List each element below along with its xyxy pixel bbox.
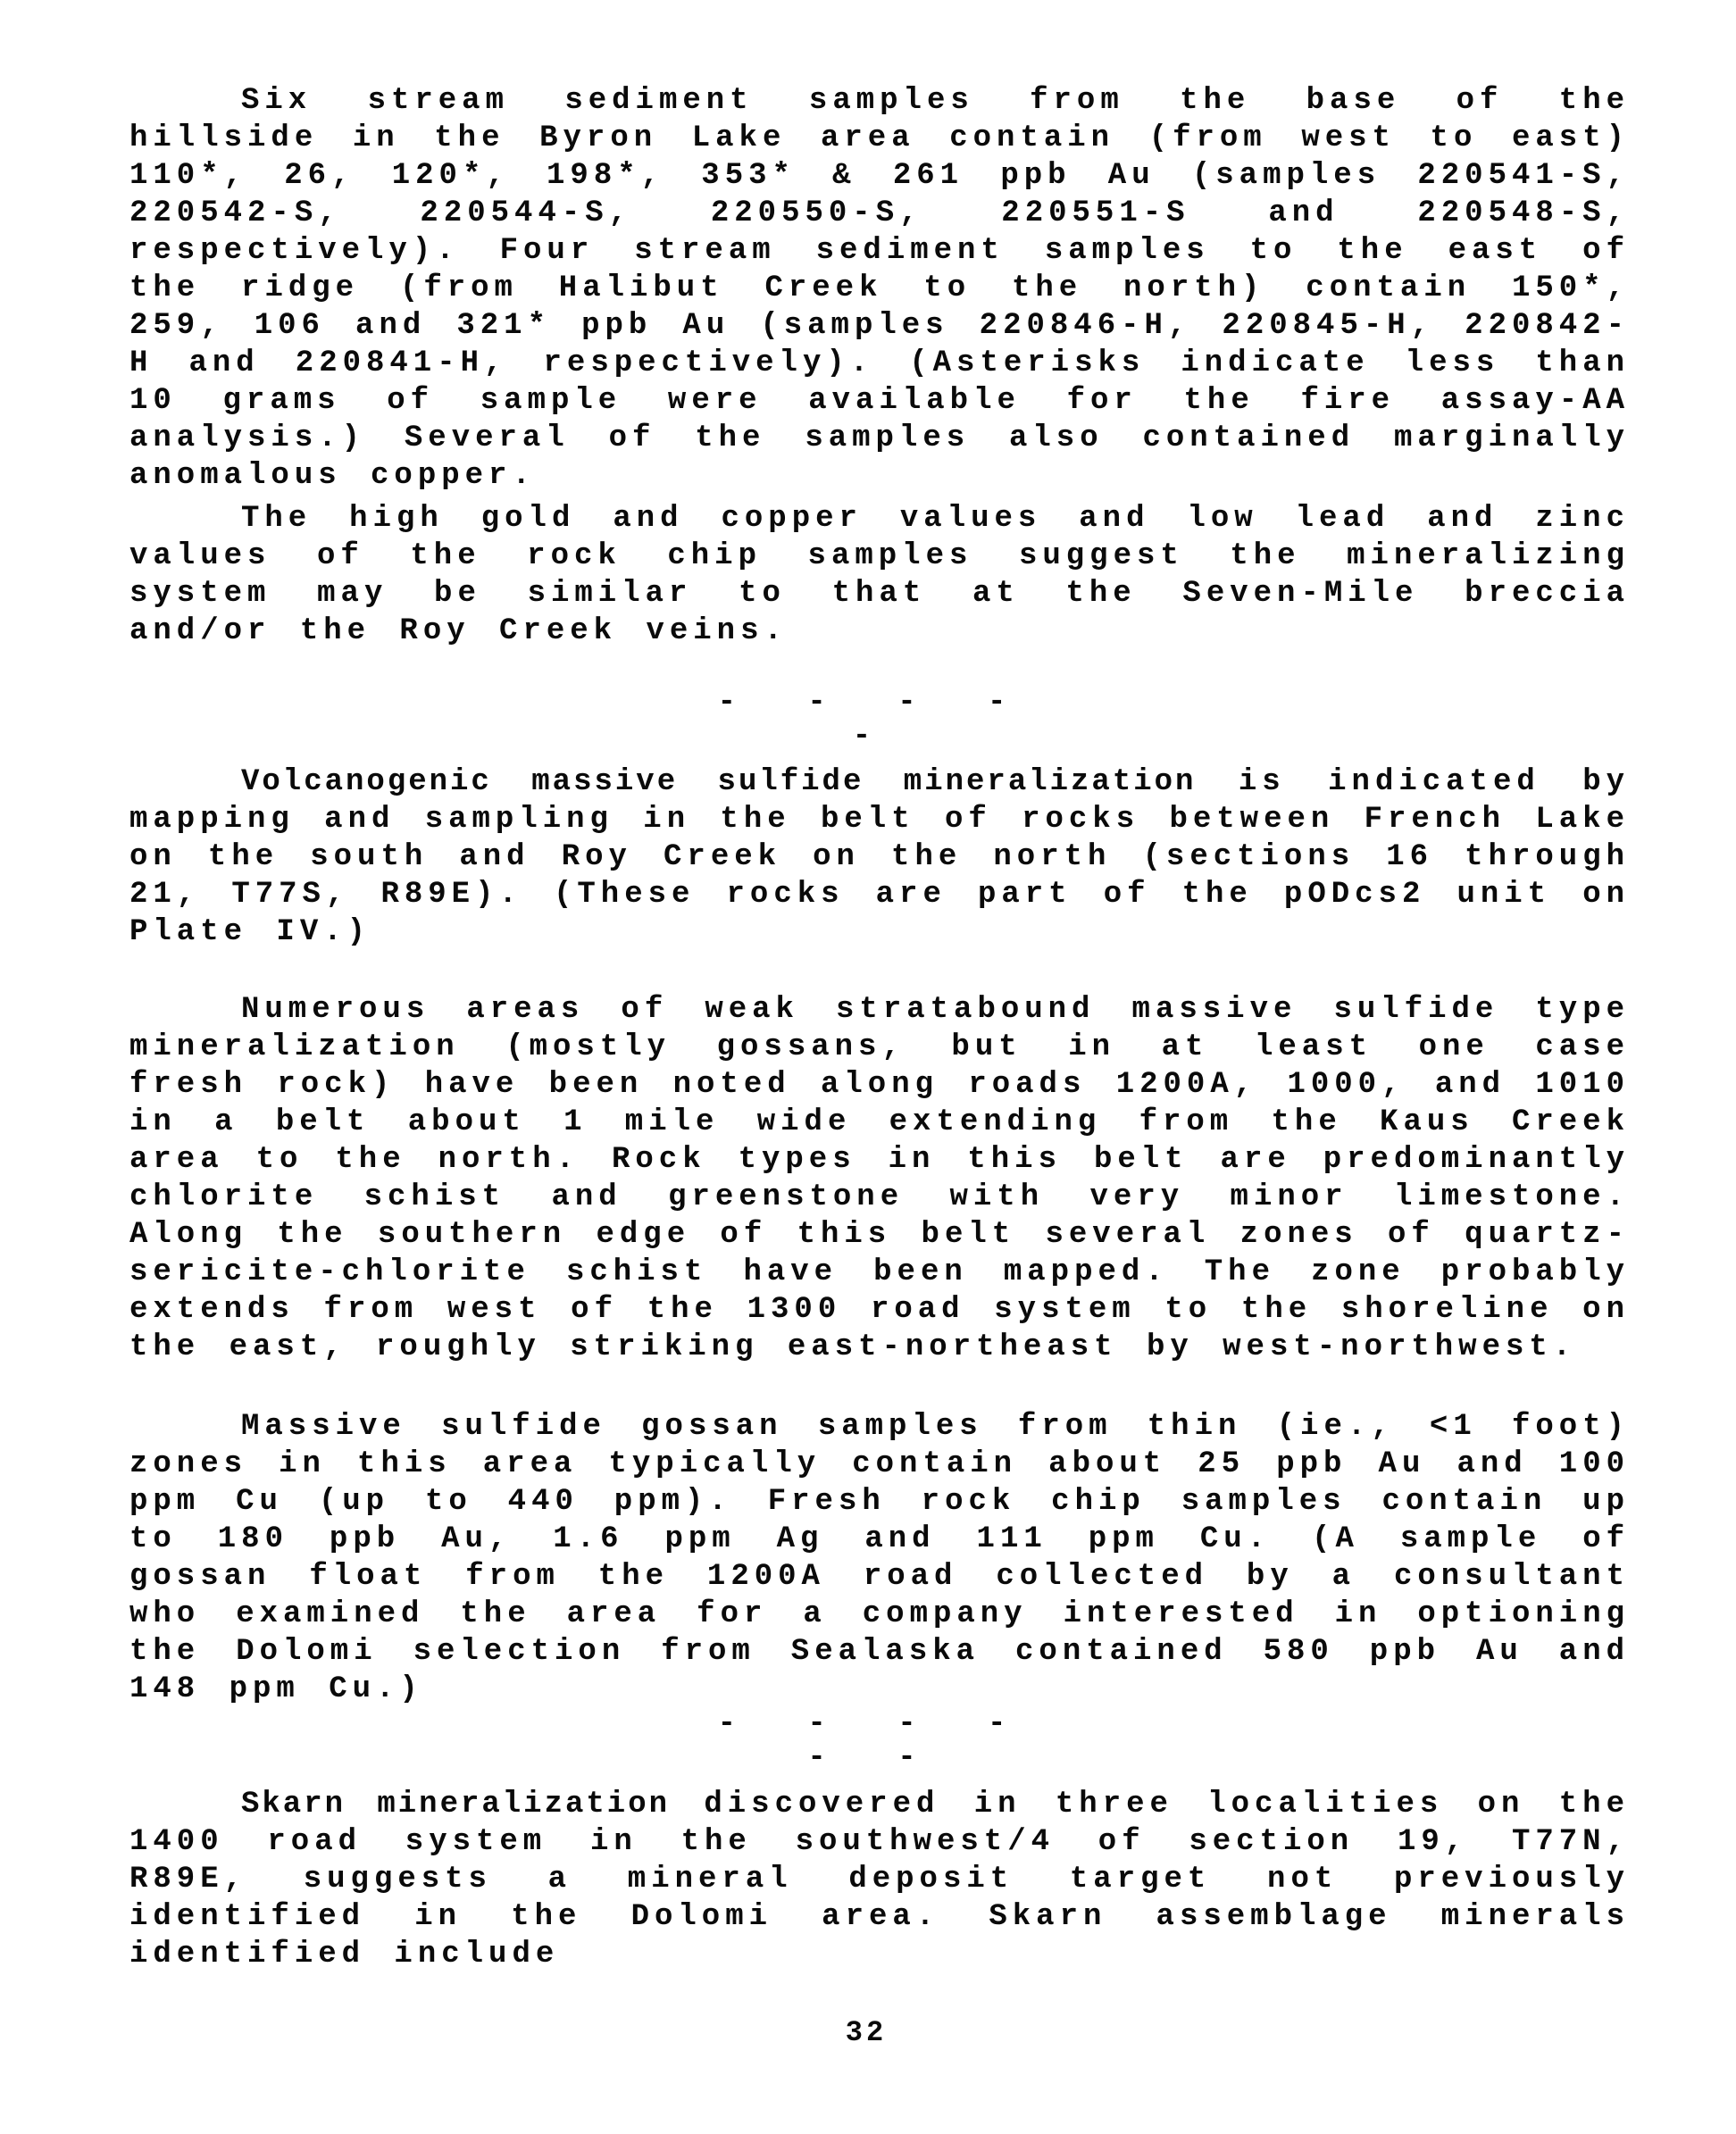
paragraph-text: Numerous areas of weak stratabound massive sulfide type mineralization (mostly gossans, but in at least one case fresh rock) have been noted along roads 1200A, 1000, and 1010 in a belt about 1 mile wide extending from the Kaus Creek area to the north. Rock types in this belt are predominantly chlorite schist and greenstone with very minor limestone. Along the southern edge of this belt several zones of quartz-sericite-chlorite schist have been mapped. The zone probably extends from west of the 1300 road system to the shoreline on the east, roughly striking east-northeast by west-northwest.	[129, 993, 1630, 1364]
paragraph-text: The high gold and copper values and low lead and zinc values of the rock chip samples suggest the mineralizing system may be similar to that at the Seven-Mile breccia and/or the Roy Creek veins.	[129, 502, 1630, 648]
paragraph-stratabound-mineralization	[129, 991, 1630, 1366]
section-separator: - - - - - -	[717, 1707, 1033, 1775]
paragraph-text: Massive sulfide gossan samples from thin (ie., <1 foot) zones in this area typically contain about 25 ppb Au and 100 ppm Cu (up to 440 ppm). Fresh rock chip samples contain up to 180 ppb Au, 1.6 ppm Ag and 111 ppm Cu. (A sample of gossan float from the 1200A road collected by a consultant who examined the area for a company interested in optioning the Dolomi selection from Sealaska contained 580 ppb Au and 148 ppm Cu.)	[129, 1410, 1630, 1706]
section-heading: Volcanogenic massive sulfide mineralization	[241, 765, 1197, 799]
paragraph-gold-copper-values	[129, 500, 1630, 650]
paragraph-text: is indicated by mapping and sampling in the belt of rocks between French Lake on the south and Roy Creek on the north (sections 16 through 21, T77S, R89E). (These rocks are part of the pODcs2 unit on Plate IV.)	[129, 765, 1631, 949]
paragraph-volcanogenic-massive-sulfide	[129, 763, 1630, 951]
paragraph-skarn-mineralization	[129, 1786, 1630, 1973]
section-separator: - - - - -	[717, 686, 1033, 754]
paragraph-text: Six stream sediment samples from the base of the hillside in the Byron Lake area contain (from west to east) 110*, 26, 120*, 198*, 353* & 261 ppb Au (samples 220541-S, 220542-S, 220544-S, 220550-S, 220551-S and 220548-S, respectively). Four stream sediment samples to the east of the ridge (from Halibut Creek to the north) contain 150*, 259, 106 and 321* ppb Au (samples 220846-H, 220845-H, 220842-H and 220841-H, respectively). (Asterisks indicate less than 10 grams of sample were available for the fire assay-AA analysis.) Several of the samples also contained marginally anomalous copper.	[129, 84, 1630, 493]
paragraph-stream-sediment-samples	[129, 82, 1630, 495]
paragraph-text: discovered in three localities on the 1400 road system in the southwest/4 of section 19, T77N, R89E, suggests a mineral deposit target not previously identified in the Dolomi area. Skarn assemblage minerals identified include	[129, 1788, 1630, 1971]
section-heading: Skarn mineralization	[241, 1788, 671, 1821]
paragraph-gossan-samples	[129, 1408, 1630, 1708]
page-number: 32	[845, 2016, 888, 2049]
